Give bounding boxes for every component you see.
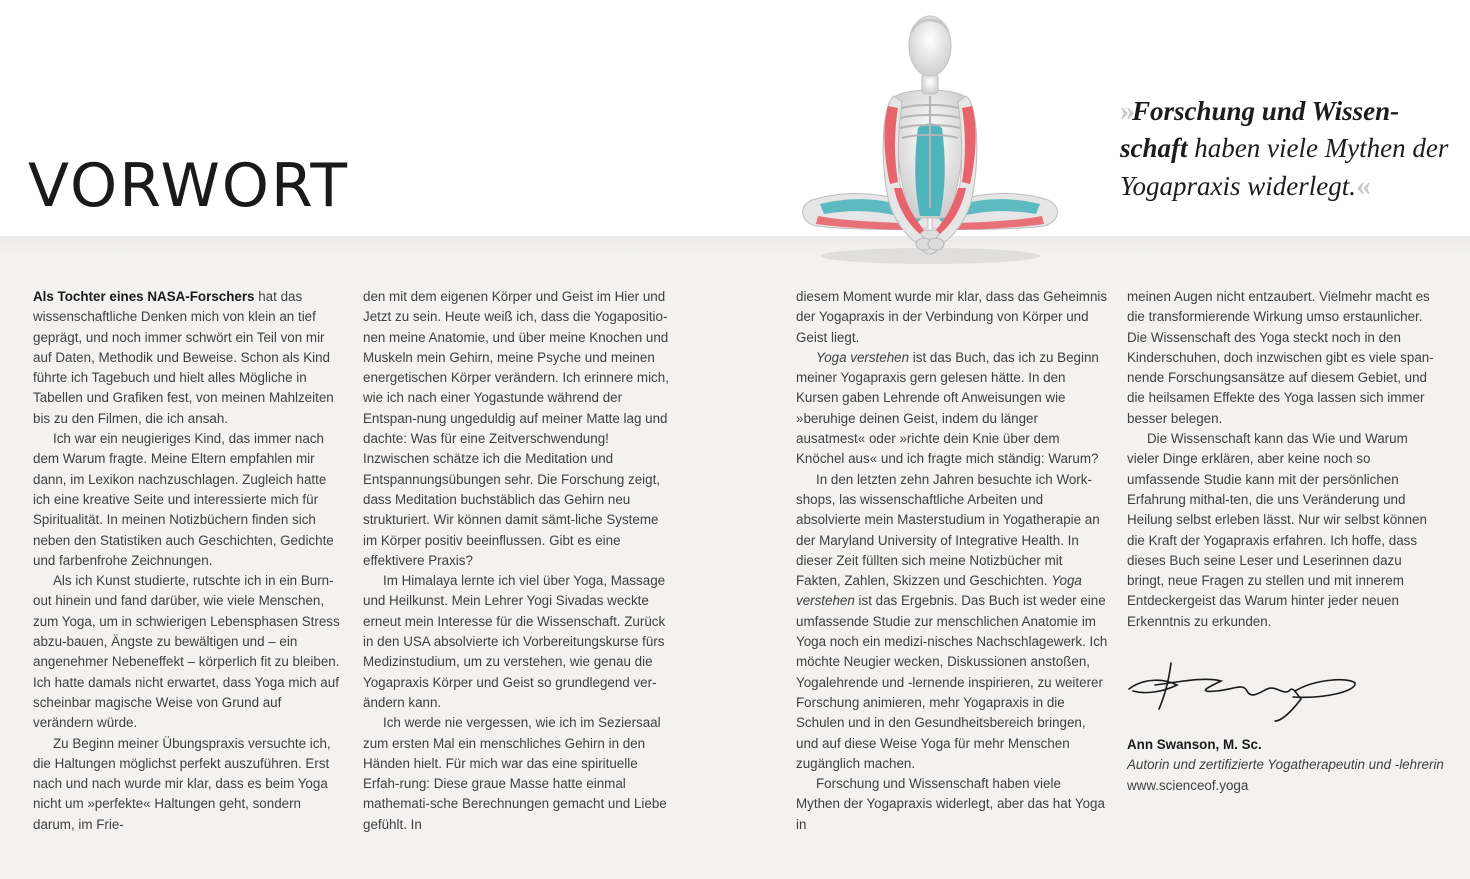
quote-open-mark: » — [1120, 94, 1132, 127]
lead-in-bold: Als Tochter eines NASA-Forschers — [33, 289, 255, 304]
quote-text: haben viele Mythen der Yogapraxis widerlegt. — [1120, 133, 1449, 201]
book-title: Yoga verstehen — [796, 573, 1082, 609]
paragraph-text: hat das wissenschaftliche Denken mich von klein an tief geprägt, und noch immer schwört ein Teil von mir auf Daten, Methodik und Beweise. Schon als Kind führte ich Tagebuch und hielt alles Mögliche in Tabellen und Grafiken fest, von meinen Mahlzeiten bis zu den Filmen, die ich ansah. — [33, 289, 334, 426]
paragraph-text: ist das Ergebnis. Das Buch ist weder eine umfassende Studie zur menschlichen Anatomie im Yoga noch ein medizi-nisches Nachschlagewerk. Ich möchte Neugier wecken, Diskussionen anstoßen, Yogalehrende und -lernende inspirieren, zu weiterer Forschung animieren, mehr Yogapraxis in die Schulen und in den Gesundheitsbereich bringen, und auf diese Weise Yoga für mehr Menschen zugänglich machen. — [796, 593, 1108, 771]
text-column-1 — [33, 287, 345, 835]
pull-quote — [1120, 92, 1450, 205]
paragraph — [796, 348, 1108, 470]
author-website: www.scienceof.yoga — [1127, 777, 1249, 793]
book-title: Yoga verstehen — [816, 349, 910, 365]
paragraph: Als ich Kunst studierte, rutschte ich in ein Burn-out hinein und fand darüber, wie viele Menschen, zum Yoga, um in schwierigen Lebensphasen Stress abzu-bauen, Ängste zu bewältigen und – ein angenehmer Nebeneffekt – körperlich fit zu bleiben. Ich hatte damals nicht erwartet, dass Yoga mich auf scheinbar magische Weise von Grund auf verändern würde. — [33, 573, 340, 731]
paragraph: Ich war ein neugieriges Kind, das immer nach dem Warum fragte. Meine Eltern empfahlen mir dann, im Lexikon nachzuschlagen. Zugleich hatte ich eine kreative Seite und interessierte mich für Spiritualität. In meinen Notizbüchern finden sich neben den Statistiken auch Geschichten, Gedichte und farbenfrohe Zeichnungen. — [33, 431, 334, 568]
text-column-4 — [1127, 287, 1439, 632]
text-column-3 — [796, 287, 1108, 835]
yoga-anatomy-illustration — [790, 8, 1070, 270]
author-name: Ann Swanson, M. Sc. — [1127, 737, 1262, 752]
page-title: VORWORT — [28, 151, 350, 221]
paragraph: meinen Augen nicht entzaubert. Vielmehr macht es die transformierende Wirkung umso erstaunlicher. Die Wissenschaft des Yoga steckt noch in den Kinderschuhen, doch inzwischen gibt es viele span-nende Forschungsansätze auf diesem Gebiet, und die heilsamen Effekte des Yoga lassen sich immer besser belegen. — [1127, 289, 1434, 426]
quote-close-mark: « — [1356, 169, 1369, 202]
author-block — [1127, 735, 1457, 796]
paragraph-text: In den letzten zehn Jahren besuchte ich Work-shops, las wissenschaftliche Arbeiten und absolvierte mein Masterstudium in Yogatherapie an der Maryland University of Integrative Health. In dieser Zeit füllten sich meine Notizbücher mit Fakten, Zahlen, Skizzen und Geschichten. — [796, 471, 1100, 589]
paragraph: Die Wissenschaft kann das Wie und Warum vieler Dinge erklären, aber keine noch so umfassende Studie kann mit der persönlichen Erfahrung mithal-ten, die uns Veränderung und Heilung selbst erleben lässt. Nur wir selbst können die Kraft der Yogapraxis erfahren. Ich hoffe, dass dieses Buch seine Leser und Leserinnen dazu bringt, neue Fragen zu stellen und mit innerem Entdeckergeist das Warum hinter jeder neuen Erkenntnis zu erkunden. — [1127, 431, 1427, 629]
paragraph — [33, 287, 345, 429]
paragraph: Zu Beginn meiner Übungspraxis versuchte ich, die Haltungen möglichst perfekt auszuführen. Erst nach und nach wurde mir klar, dass es beim Yoga nicht um »perfekte« Haltungen geht, sondern darum, im Frie- — [33, 735, 331, 832]
paragraph: Ich werde nie vergessen, wie ich im Seziersaal zum ersten Mal ein menschliches Gehirn in den Händen hielt. Für mich war das eine spirituelle Erfah-rung: Diese graue Masse hatte einmal mathemati-sche Berechnungen gemacht und Liebe gefühlt. In — [363, 715, 667, 832]
paragraph: Forschung und Wissenschaft haben viele Mythen der Yogapraxis widerlegt, aber das hat Yoga in — [796, 776, 1105, 832]
author-signature — [1125, 655, 1360, 725]
quote-bold-text: Forschung und Wissen-schaft — [1120, 96, 1400, 163]
paragraph: Im Himalaya lernte ich viel über Yoga, Massage und Heilkunst. Mein Lehrer Yogi Sivadas weckte erneut mein Interesse für die Wissenschaft. Zurück in den USA absolvierte ich Vorbereitungskurse fürs Medizinstudium, um zu verstehen, wie genau die Yogapraxis Körper und Geist so grundlegend ver-ändern kann. — [363, 573, 666, 710]
paragraph-text: ist das Buch, das ich zu Beginn meiner Yogapraxis gern gelesen hätte. In den Kursen gaben Lehrende oft Anweisungen wie »beruhige deinen Geist, indem du länger ausatmest« oder »richte dein Knie über dem Knöchel aus« und ich fragte mich ständig: Warum? — [796, 349, 1099, 467]
author-role: Autorin und zertifizierte Yogatherapeutin und -lehrerin — [1127, 757, 1444, 773]
paragraph: den mit dem eigenen Körper und Geist im Hier und Jetzt zu sein. Heute weiß ich, dass die Yogapositio-nen meine Anatomie, und über meine Knochen und Muskeln mein Gehirn, meine Psyche und meinen energetischen Körper verändern. Ich erinnere mich, wie ich nach einer Yogastunde während der Entspan-nung ungeduldig auf meiner Matte lag und dachte: Was für eine Zeitverschwendung! Inzwischen schätze ich die Meditation und Entspannungsübungen sehr. Die Forschung zeigt, dass Meditation buchstäblich das Gehirn neu strukturiert. Wir können damit sämt-liche Systeme im Körper positiv beeinflussen. Gibt es eine effektivere Praxis? — [363, 289, 669, 568]
paragraph: diesem Moment wurde mir klar, dass das Geheimnis der Yogapraxis in der Verbindung von Körper und Geist liegt. — [796, 289, 1108, 345]
text-column-2 — [363, 287, 675, 835]
header-shadow — [0, 236, 1470, 256]
paragraph — [796, 470, 1108, 774]
